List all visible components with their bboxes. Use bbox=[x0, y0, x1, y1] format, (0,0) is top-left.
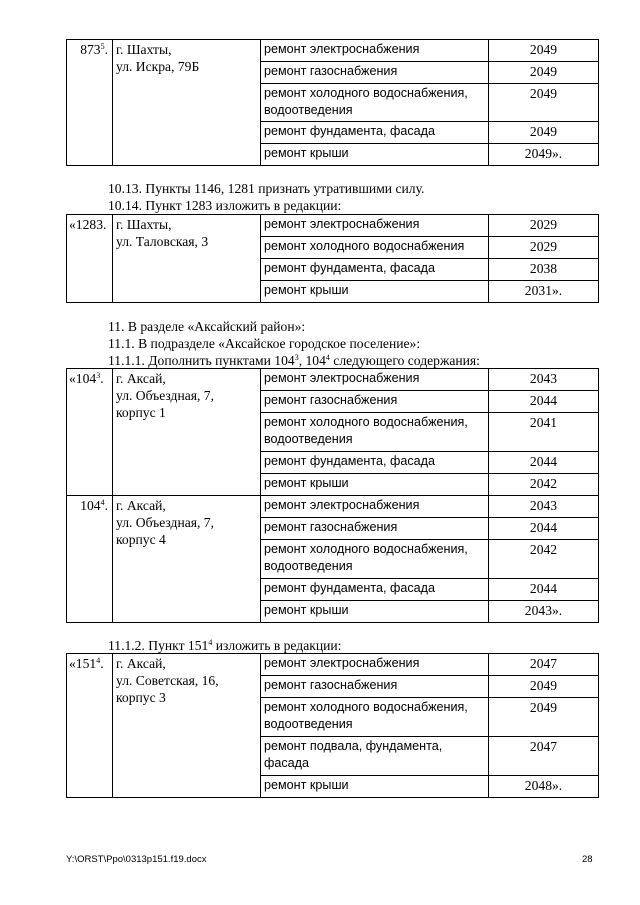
year-cell: 2049 bbox=[489, 676, 599, 698]
year-cell: 2031». bbox=[489, 281, 599, 303]
work-cell: ремонт крыши bbox=[261, 144, 489, 166]
table-items-104 bbox=[66, 368, 599, 623]
year-cell: 2044 bbox=[489, 452, 599, 474]
paragraph-11-1-1: 11.1.1. Дополнить пунктами $104^3$, $104^4$ следующего содержания: bbox=[108, 353, 480, 368]
address-cell: г. Аксай, ул. Советская, 16, корпус 3 bbox=[113, 654, 261, 798]
year-cell: 2043 bbox=[489, 496, 599, 518]
footer-file-path: Y:\ORST\Ppo\0313p151.f19.docx bbox=[66, 854, 207, 865]
year-cell: 2049 bbox=[489, 40, 599, 62]
address-cell: г. Аксай, ул. Объездная, 7, корпус 4 bbox=[113, 496, 261, 623]
work-cell: ремонт крыши bbox=[261, 776, 489, 798]
address-cell: г. Шахты, ул. Искра, 79Б bbox=[113, 40, 261, 166]
year-cell: 2049 bbox=[489, 84, 599, 122]
work-cell: ремонт холодного водоснабжения, водоотведения bbox=[261, 413, 489, 452]
address-cell: г. Аксай, ул. Объездная, 7, корпус 1 bbox=[113, 369, 261, 496]
year-cell: 2048». bbox=[489, 776, 599, 798]
item-number: «$151^4$. bbox=[67, 654, 113, 798]
table-row bbox=[67, 40, 599, 62]
year-cell: 2049 bbox=[489, 698, 599, 737]
work-cell: ремонт электроснабжения bbox=[261, 369, 489, 391]
year-cell: 2042 bbox=[489, 474, 599, 496]
item-number: «1283. bbox=[67, 215, 113, 303]
table-item-1283 bbox=[66, 214, 599, 303]
work-cell: ремонт газоснабжения bbox=[261, 518, 489, 540]
work-cell: ремонт электроснабжения bbox=[261, 496, 489, 518]
year-cell: 2047 bbox=[489, 654, 599, 676]
item-number: $104^4$. bbox=[67, 496, 113, 623]
footer-page-number: 28 bbox=[582, 854, 593, 865]
paragraph-11-1: 11.1. В подразделе «Аксайское городское поселение»: bbox=[108, 336, 421, 351]
table-row bbox=[67, 654, 599, 676]
paragraph-11: 11. В разделе «Аксайский район»: bbox=[108, 319, 306, 334]
work-cell: ремонт крыши bbox=[261, 281, 489, 303]
work-cell: ремонт холодного водоснабжения, водоотведения bbox=[261, 698, 489, 737]
year-cell: 2042 bbox=[489, 540, 599, 579]
work-cell: ремонт холодного водоснабжения bbox=[261, 237, 489, 259]
year-cell: 2044 bbox=[489, 391, 599, 413]
table-row bbox=[67, 369, 599, 391]
year-cell: 2044 bbox=[489, 579, 599, 601]
year-cell: 2043». bbox=[489, 601, 599, 623]
work-cell: ремонт электроснабжения bbox=[261, 40, 489, 62]
year-cell: 2049 bbox=[489, 122, 599, 144]
work-cell: ремонт газоснабжения bbox=[261, 391, 489, 413]
work-cell: ремонт газоснабжения bbox=[261, 62, 489, 84]
work-cell: ремонт холодного водоснабжения, водоотведения bbox=[261, 84, 489, 122]
work-cell: ремонт фундамента, фасада bbox=[261, 259, 489, 281]
work-cell: ремонт газоснабжения bbox=[261, 676, 489, 698]
year-cell: 2038 bbox=[489, 259, 599, 281]
work-cell: ремонт крыши bbox=[261, 601, 489, 623]
year-cell: 2041 bbox=[489, 413, 599, 452]
work-cell: ремонт крыши bbox=[261, 474, 489, 496]
item-number: «$104^3$. bbox=[67, 369, 113, 496]
paragraph-10-13: 10.13. Пункты 1146, 1281 признать утратившими силу. bbox=[108, 181, 425, 196]
work-cell: ремонт подвала, фундамента, фасада bbox=[261, 737, 489, 776]
paragraph-11-1-2: 11.1.2. Пункт $151^4$ изложить в редакции: bbox=[108, 638, 342, 653]
table-row bbox=[67, 215, 599, 237]
year-cell: 2047 bbox=[489, 737, 599, 776]
work-cell: ремонт фундамента, фасада bbox=[261, 452, 489, 474]
address-cell: г. Шахты, ул. Таловская, 3 bbox=[113, 215, 261, 303]
paragraph-10-14: 10.14. Пункт 1283 изложить в редакции: bbox=[108, 198, 342, 213]
work-cell: ремонт фундамента, фасада bbox=[261, 122, 489, 144]
year-cell: 2029 bbox=[489, 237, 599, 259]
work-cell: ремонт фундамента, фасада bbox=[261, 579, 489, 601]
work-cell: ремонт электроснабжения bbox=[261, 654, 489, 676]
year-cell: 2049 bbox=[489, 62, 599, 84]
year-cell: 2044 bbox=[489, 518, 599, 540]
work-cell: ремонт холодного водоснабжения, водоотведения bbox=[261, 540, 489, 579]
work-cell: ремонт электроснабжения bbox=[261, 215, 489, 237]
table-item-151-4 bbox=[66, 653, 599, 798]
item-number: $873^5$. bbox=[67, 40, 113, 166]
table-row bbox=[67, 496, 599, 518]
year-cell: 2029 bbox=[489, 215, 599, 237]
year-cell: 2049». bbox=[489, 144, 599, 166]
year-cell: 2043 bbox=[489, 369, 599, 391]
table-item-873-5 bbox=[66, 39, 599, 166]
